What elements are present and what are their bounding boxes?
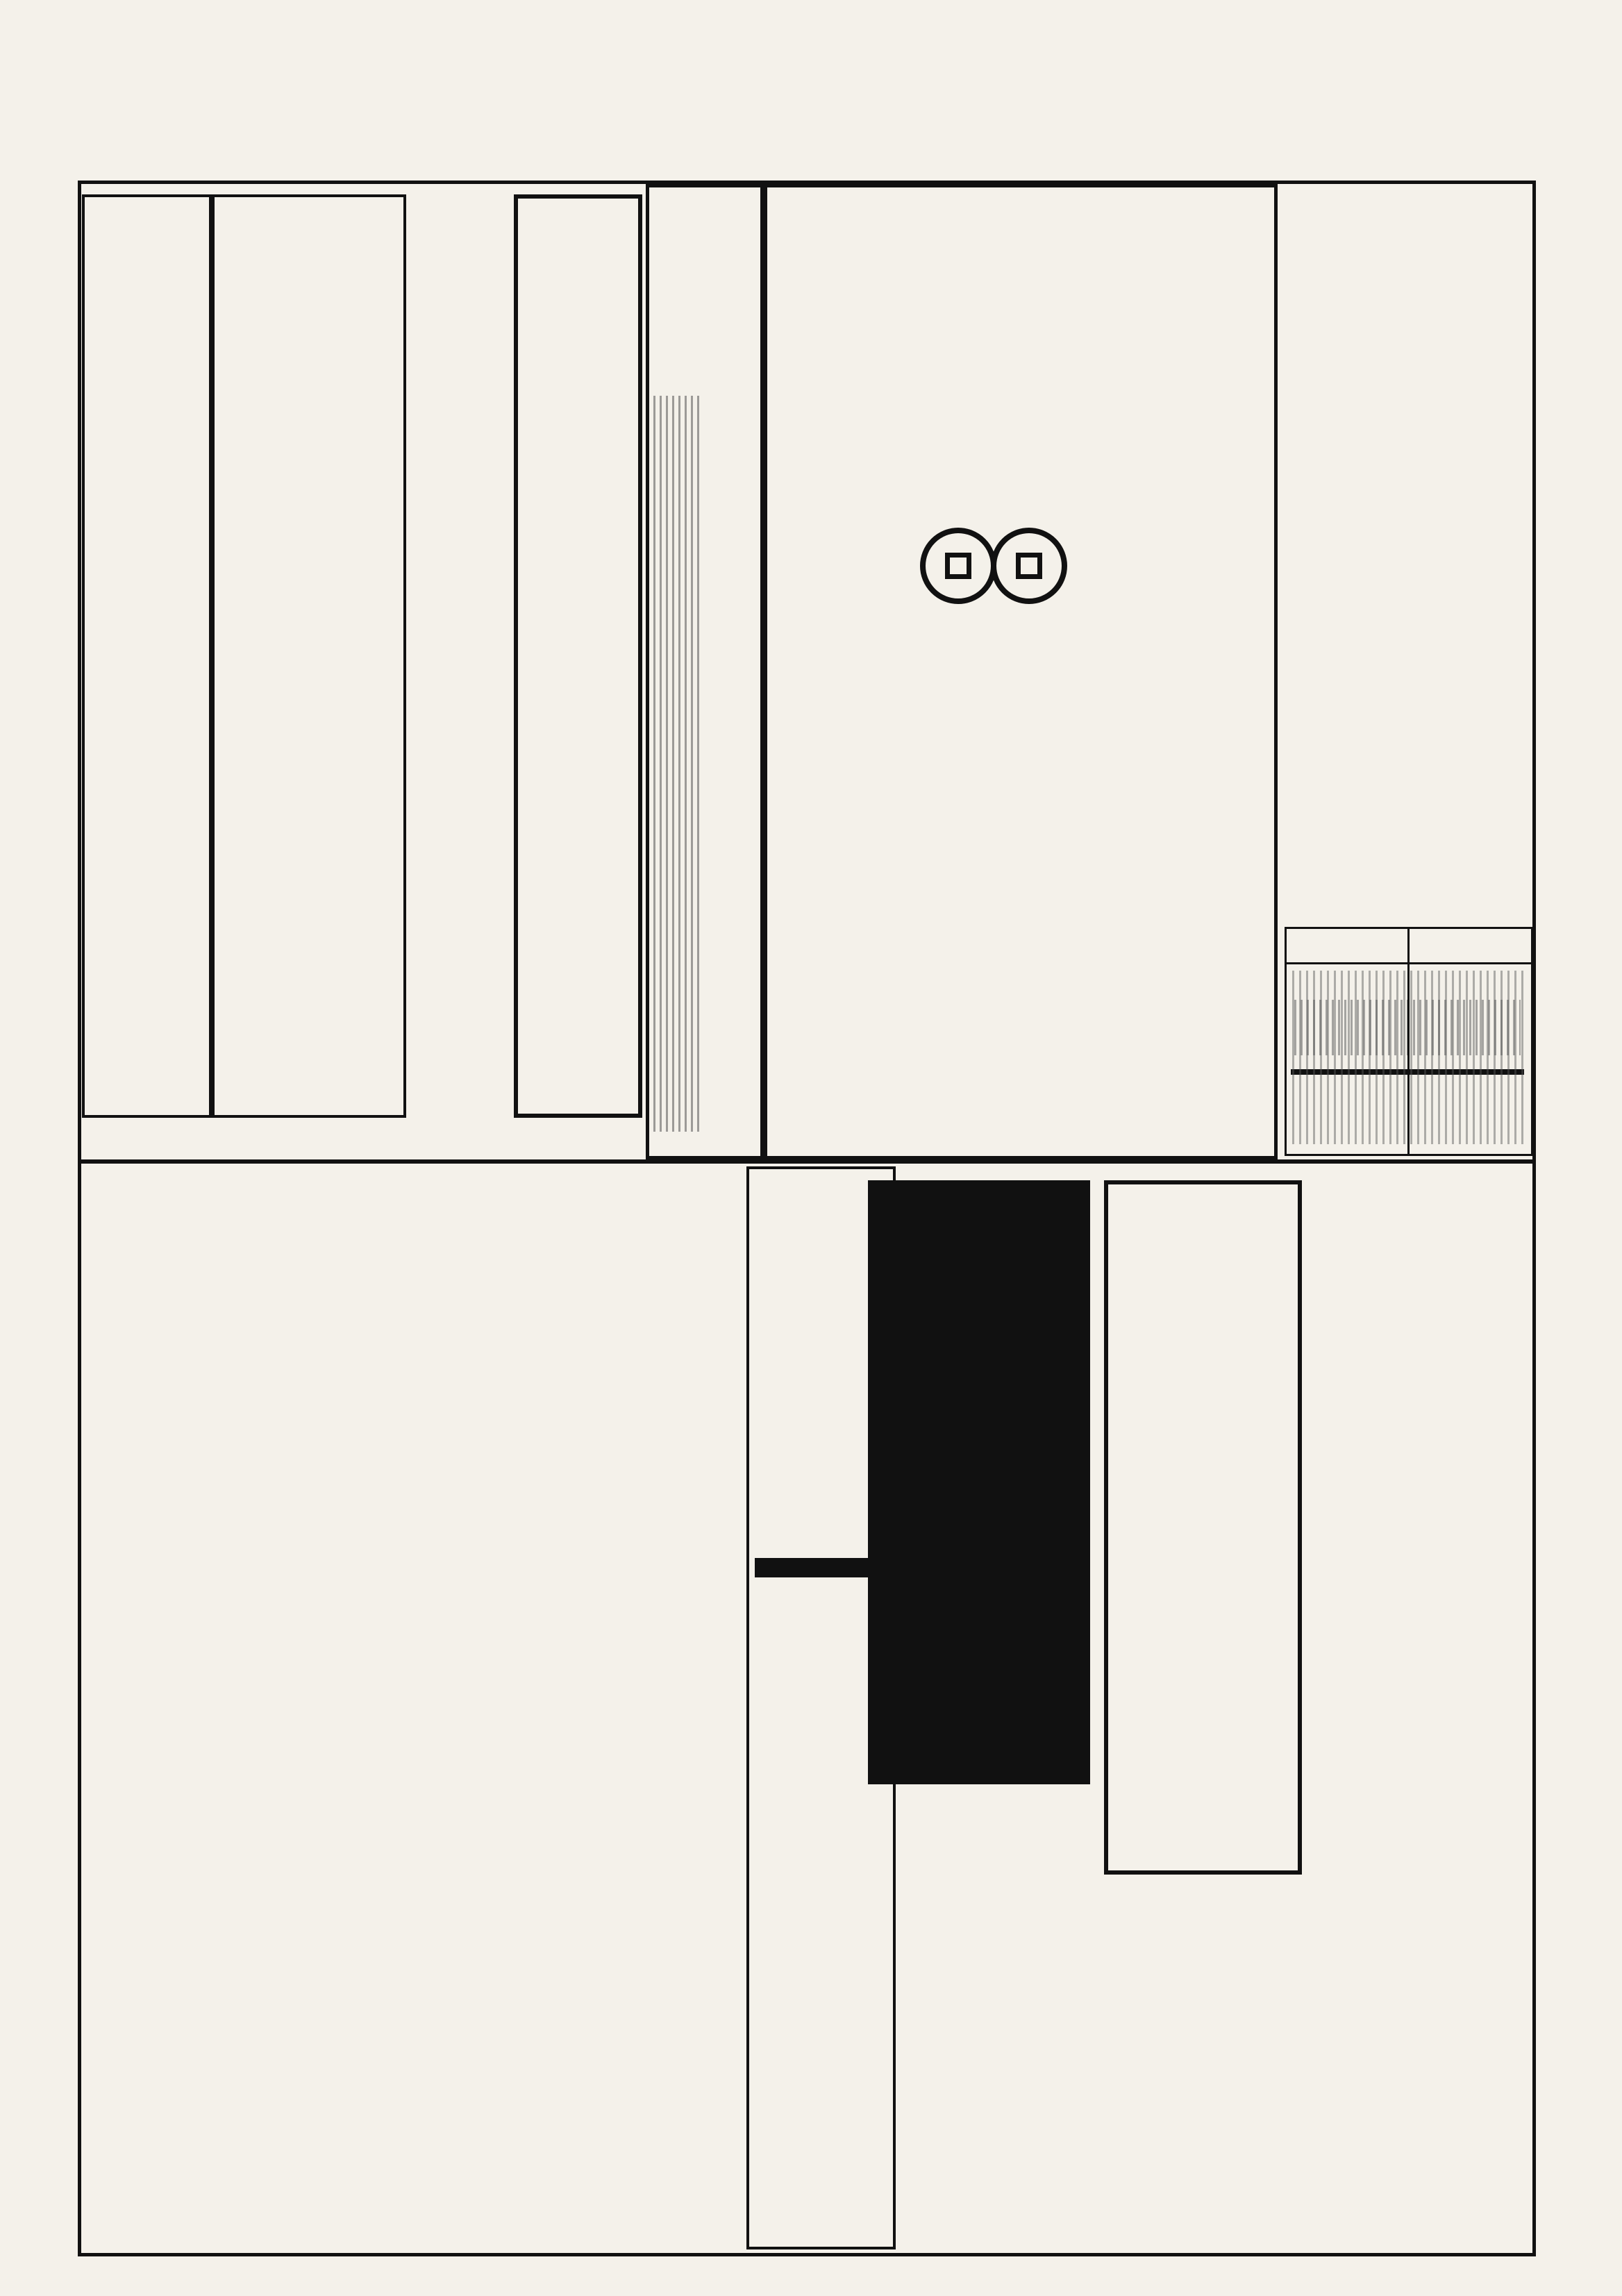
- notice-fruit-fine-print: [653, 396, 702, 1132]
- ad-textile-box: [212, 194, 406, 1118]
- rates-fine-print: [1292, 971, 1525, 1144]
- coin-icon: [991, 528, 1067, 604]
- double-coin-card: [868, 1180, 1090, 1784]
- ad-printing-box: [1104, 1180, 1302, 1875]
- rates-table: [1285, 927, 1533, 1156]
- coin-icon: [920, 528, 996, 604]
- notice-fruit-box: [646, 184, 764, 1159]
- ad-printing-notice: [1305, 1166, 1535, 2249]
- ad-sanyou-box: [514, 194, 642, 1118]
- ad-wool-box: [82, 194, 212, 1118]
- divider: [78, 1159, 1536, 1164]
- ad-rubber-box: [764, 184, 1278, 1159]
